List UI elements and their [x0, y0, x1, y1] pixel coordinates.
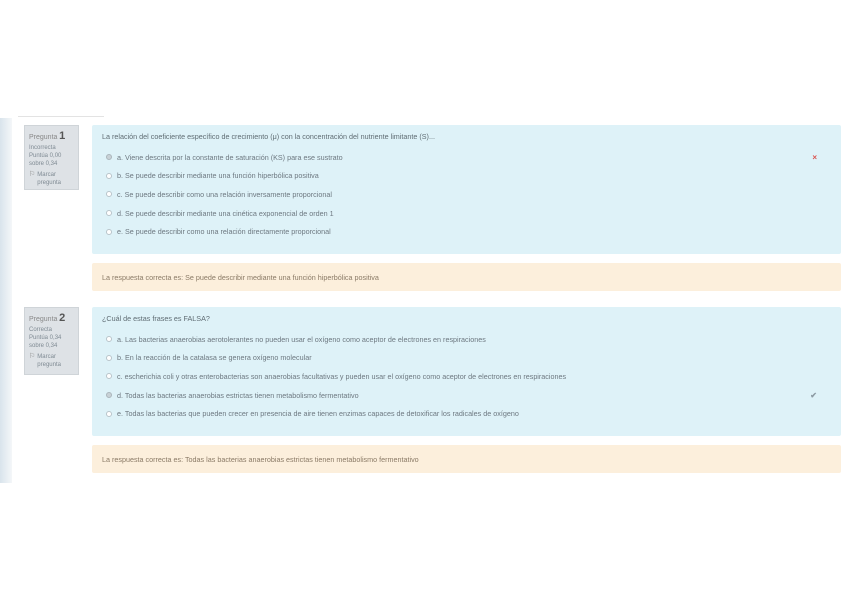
answer-label: b. Se puede describir mediante una función hiperbólica positiva: [117, 171, 319, 181]
answer-label: a. Las bacterias anaerobias aerotolerantes no pueden usar el oxígeno como aceptor de electrones en respiraciones: [117, 334, 486, 344]
answer-option[interactable]: [102, 222, 831, 241]
question-text: La relación del coeficiente específico de crecimiento (μ) con la concentración del nutriente limitante (S)...: [102, 132, 435, 141]
question-2-content: [92, 307, 841, 436]
question-2-feedback: [92, 445, 841, 473]
question-number: 1: [59, 130, 66, 142]
question-status: Correcta: [29, 326, 53, 333]
answer-option[interactable]: [102, 167, 831, 186]
question-1-info: [24, 125, 79, 190]
question-status: Incorrecta: [29, 144, 56, 151]
radio-icon[interactable]: [106, 373, 112, 379]
answer-option[interactable]: [102, 367, 831, 386]
flag-question-link[interactable]: [29, 353, 74, 369]
question-1-feedback: [92, 263, 841, 291]
answer-option[interactable]: [102, 330, 831, 349]
answer-label: b. En la reacción de la catalasa se genera oxígeno molecular: [117, 353, 312, 363]
answer-option[interactable]: [102, 349, 831, 368]
radio-icon[interactable]: [106, 191, 112, 197]
flag-icon: ⚐: [29, 353, 36, 361]
question-text: ¿Cuál de estas frases es FALSA?: [102, 314, 210, 323]
answer-option[interactable]: [102, 204, 831, 223]
question-2-info: [24, 307, 79, 375]
radio-icon[interactable]: [106, 229, 112, 235]
left-edge-shadow: [0, 118, 12, 483]
radio-icon[interactable]: [106, 411, 112, 417]
answer-label: e. Se puede describir como una relación directamente proporcional: [117, 227, 331, 237]
question-number: 2: [59, 312, 66, 324]
question-heading: Pregunta: [29, 316, 58, 323]
answer-label: a. Viene descrita por la constante de saturación (KS) para ese sustrato: [117, 152, 343, 162]
question-score: Puntúa 0,00 sobre 0,34: [29, 152, 62, 168]
correct-answer-text: La respuesta correcta es: Se puede describir mediante una función hiperbólica positiva: [102, 272, 379, 282]
radio-icon[interactable]: [106, 173, 112, 179]
radio-icon[interactable]: [106, 154, 112, 160]
radio-icon[interactable]: [106, 210, 112, 216]
answer-option[interactable]: [102, 386, 831, 405]
radio-icon[interactable]: [106, 336, 112, 342]
flag-label: Marcar pregunta: [37, 172, 61, 187]
cross-icon: ×: [812, 152, 817, 162]
answer-option[interactable]: [102, 404, 831, 423]
flag-label: Marcar pregunta: [37, 354, 61, 369]
radio-icon[interactable]: [106, 355, 112, 361]
question-heading: Pregunta: [29, 134, 58, 141]
flag-icon: ⚐: [29, 171, 36, 179]
answer-label: c. Se puede describir como una relación inversamente proporcional: [117, 189, 332, 199]
check-icon: ✔: [810, 390, 817, 400]
answer-label: d. Todas las bacterias anaerobias estrictas tienen metabolismo fermentativo: [117, 390, 359, 400]
question-1-content: [92, 125, 841, 254]
answer-label: d. Se puede describir mediante una cinética exponencial de orden 1: [117, 208, 334, 218]
question-score: Puntúa 0,34 sobre 0,34: [29, 334, 62, 350]
answer-option[interactable]: [102, 148, 831, 167]
flag-question-link[interactable]: [29, 171, 74, 187]
radio-icon[interactable]: [106, 392, 112, 398]
correct-answer-text: La respuesta correcta es: Todas las bacterias anaerobias estrictas tienen metabolismo fermentativo: [102, 454, 419, 464]
answer-option[interactable]: [102, 185, 831, 204]
answer-label: e. Todas las bacterias que pueden crecer en presencia de aire tienen enzimas capaces de detoxificar los radicales de oxígeno: [117, 409, 519, 419]
answer-label: c. escherichia coli y otras enterobacterias son anaerobias facultativas y pueden usar el oxígeno como aceptor de electrones en respiraciones: [117, 371, 567, 381]
divider: [18, 116, 104, 117]
